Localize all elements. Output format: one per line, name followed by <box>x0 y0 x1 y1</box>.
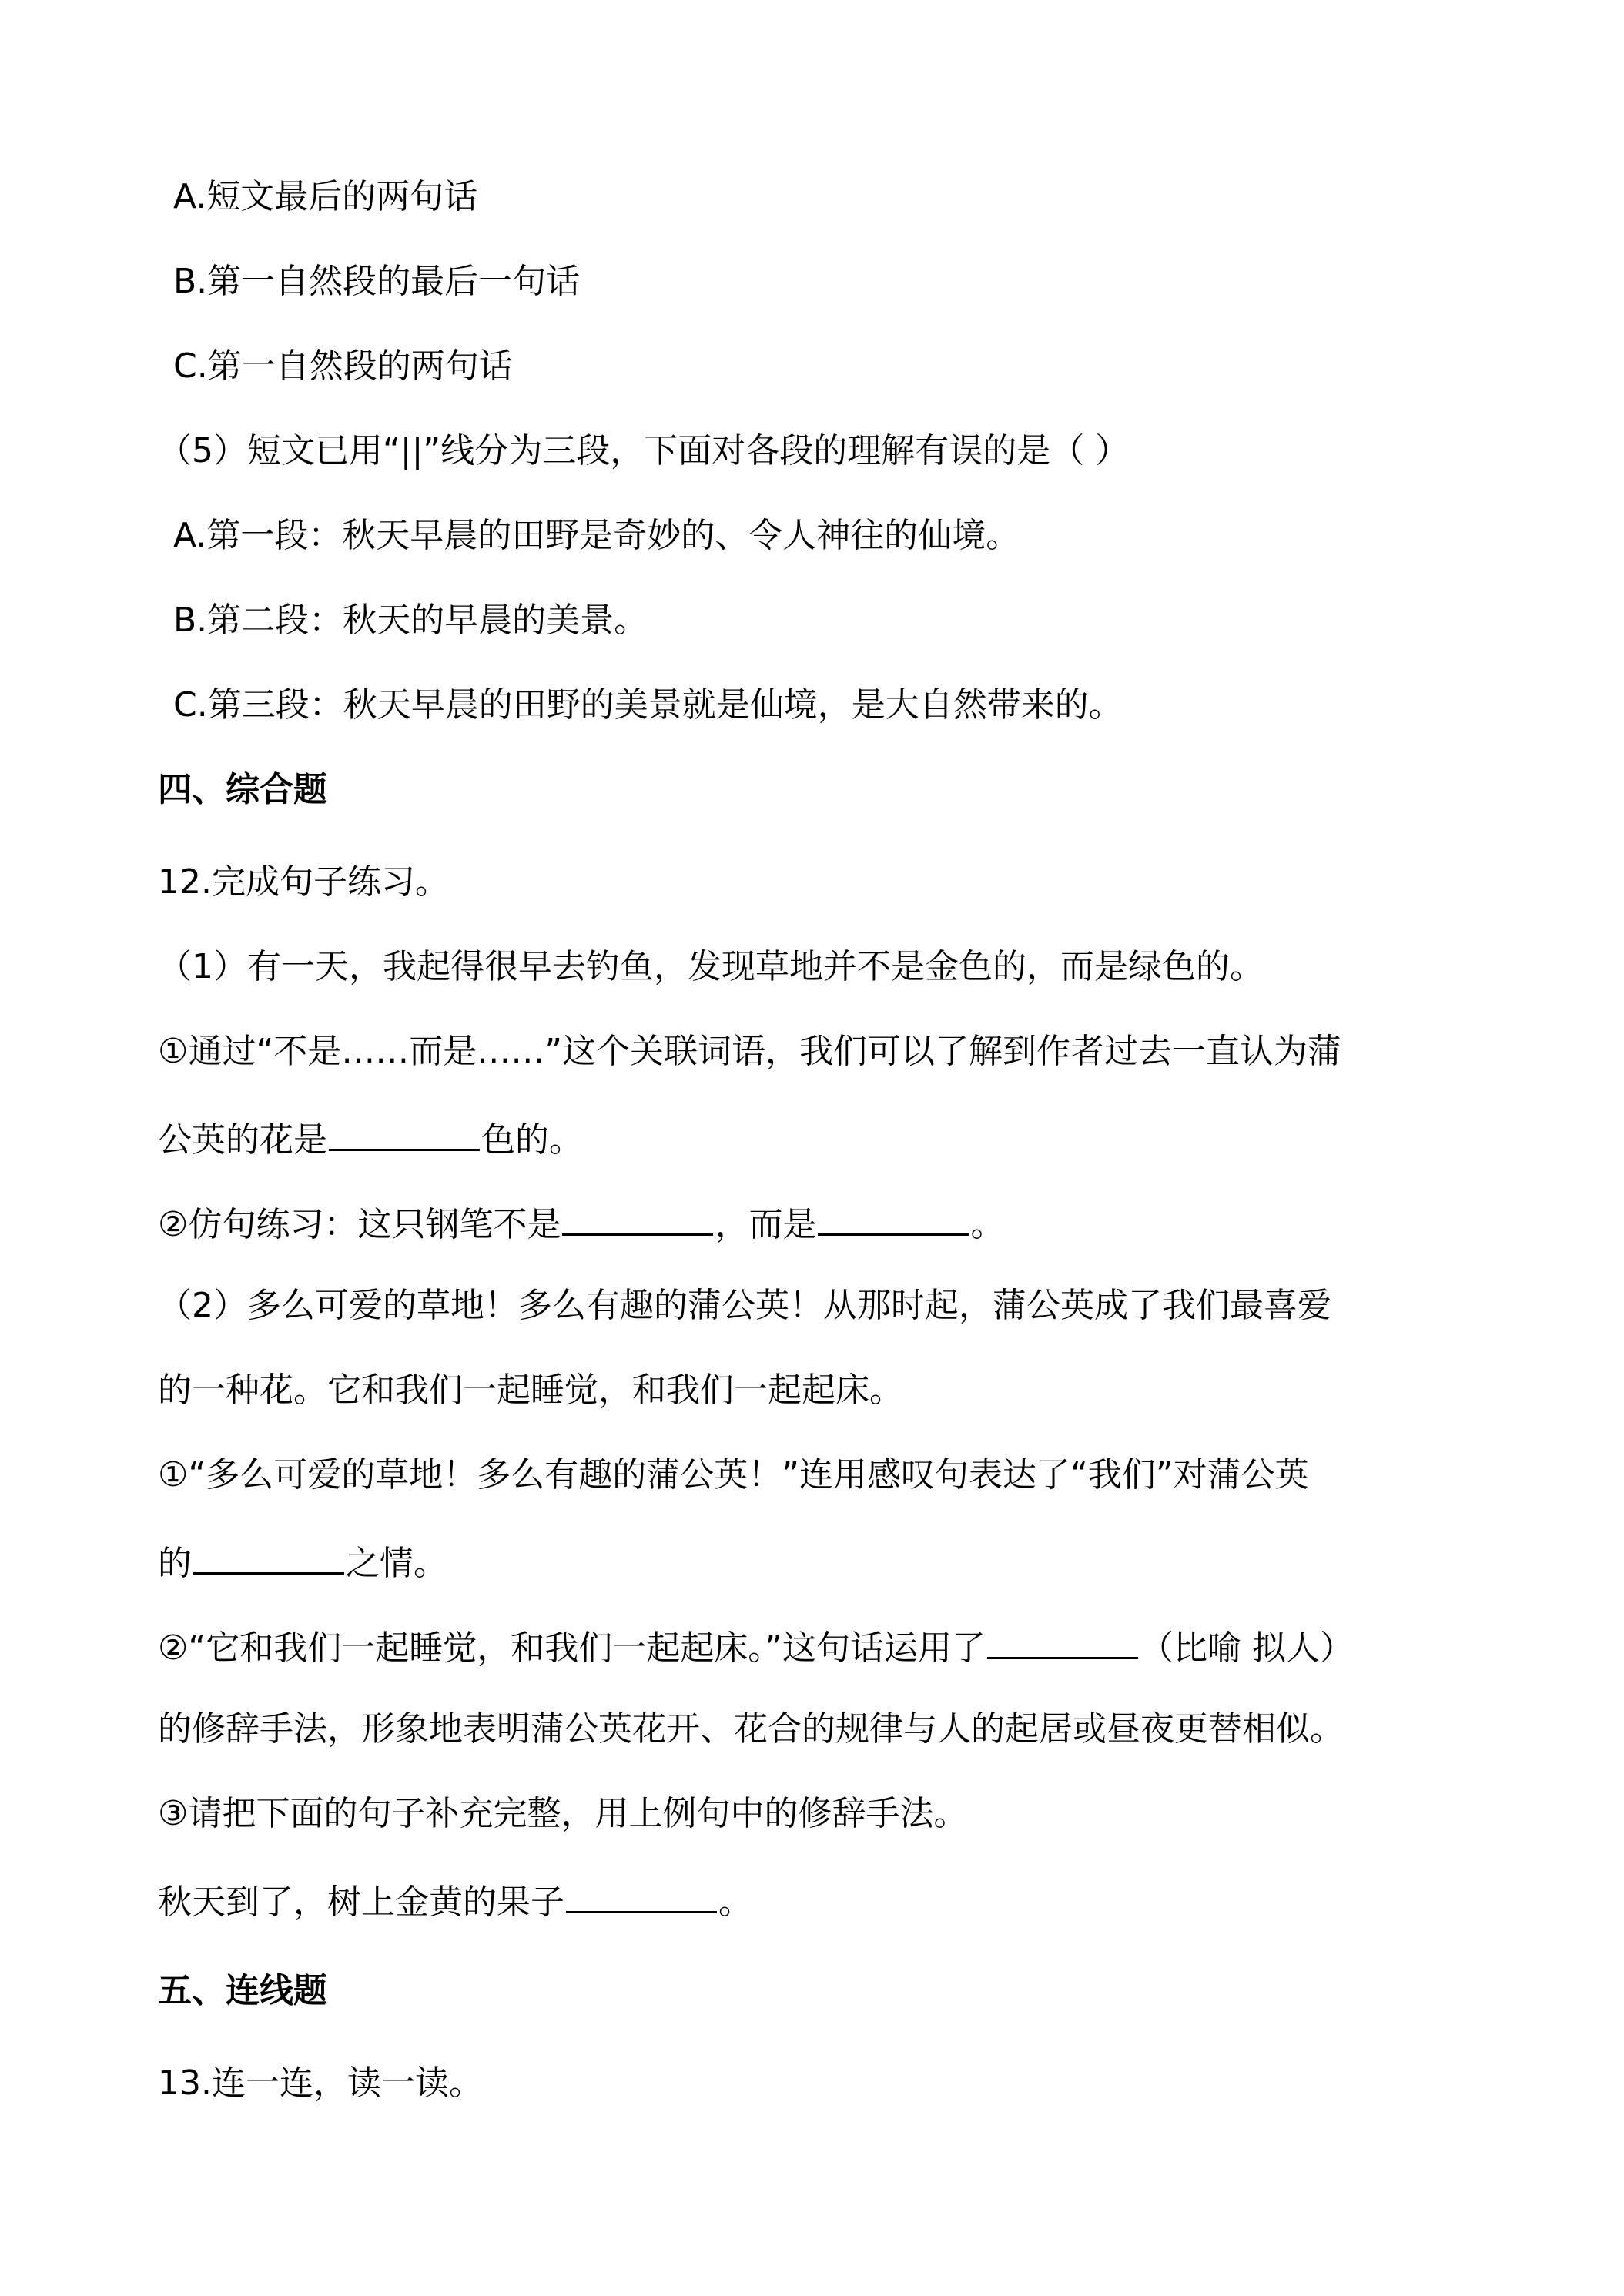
question-13-title: 13.连一连，读一读。 <box>158 2063 483 2103</box>
question-12-title: 12.完成句子练习。 <box>158 862 449 902</box>
q12-part-1-item-1-continued <box>158 1113 583 1163</box>
q12-part-2-item-1-continued <box>158 1537 447 1587</box>
q12-part-2-item-3-sentence <box>158 1876 752 1926</box>
q5-option-a: A.第一段：秋天早晨的田野是奇妙的、令人神往的仙境。 <box>173 516 1020 555</box>
q5-option-c: C.第三段：秋天早晨的田野的美景就是仙境，是大自然带来的。 <box>173 685 1123 725</box>
option-a-last-two-sentences: A.短文最后的两句话 <box>173 177 478 216</box>
question-5-prompt: （5）短文已用“||”线分为三段，下面对各段的理解有误的是（ ） <box>158 431 1130 470</box>
answer-blank[interactable] <box>193 1537 344 1575</box>
text-segment: 之情。 <box>346 1544 447 1583</box>
answer-blank[interactable] <box>562 1198 713 1236</box>
answer-blank[interactable] <box>987 1622 1138 1659</box>
text-segment: ，而是 <box>715 1205 817 1244</box>
q12-part-2-passage-continued: 的一种花。它和我们一起睡觉，和我们一起起床。 <box>158 1371 903 1410</box>
q12-part-2-passage: （2）多么可爱的草地！多么有趣的蒲公英！从那时起，蒲公英成了我们最喜爱 <box>158 1286 1331 1325</box>
q12-part-2-item-3: ③请把下面的句子补充完整，用上例句中的修辞手法。 <box>158 1794 968 1833</box>
section-heading-matching: 五、连线题 <box>158 1971 327 2010</box>
text-segment: 秋天到了，树上金黄的果子 <box>158 1883 564 1922</box>
q12-part-2-item-2 <box>158 1622 1354 1672</box>
text-segment: 色的。 <box>481 1120 583 1160</box>
q12-part-1-item-2 <box>158 1198 1004 1248</box>
text-segment: ②“它和我们一起睡觉，和我们一起起床。”这句话运用了 <box>158 1628 986 1668</box>
text-segment: 的 <box>158 1544 192 1583</box>
text-segment: 。 <box>970 1205 1005 1244</box>
q12-part-1-sentence: （1）有一天，我起得很早去钓鱼，发现草地并不是金色的，而是绿色的。 <box>158 947 1264 986</box>
option-b-first-paragraph-last-sentence: B.第一自然段的最后一句话 <box>173 262 581 301</box>
answer-blank[interactable] <box>818 1198 969 1236</box>
text-segment: 公英的花是 <box>158 1120 327 1160</box>
answer-blank[interactable] <box>329 1113 480 1151</box>
q12-part-2-item-2-continued: 的修辞手法，形象地表明蒲公英花开、花合的规律与人的起居或昼夜更替相似。 <box>158 1709 1344 1749</box>
option-c-first-paragraph-two-sentences: C.第一自然段的两句话 <box>173 346 513 386</box>
text-segment: （比喻 拟人） <box>1140 1628 1354 1668</box>
answer-blank[interactable] <box>566 1876 717 1913</box>
q5-option-b: B.第二段：秋天的早晨的美景。 <box>173 601 648 640</box>
q12-part-2-item-1: ①“多么可爱的草地！多么有趣的蒲公英！”连用感叹句表达了“我们”对蒲公英 <box>158 1455 1309 1494</box>
text-segment: 。 <box>718 1883 752 1922</box>
section-heading-comprehensive: 四、综合题 <box>158 770 327 809</box>
text-segment: ②仿句练习：这只钢笔不是 <box>158 1205 561 1244</box>
q12-part-1-item-1: ①通过“不是……而是……”这个关联词语，我们可以了解到作者过去一直认为蒲 <box>158 1032 1342 1071</box>
